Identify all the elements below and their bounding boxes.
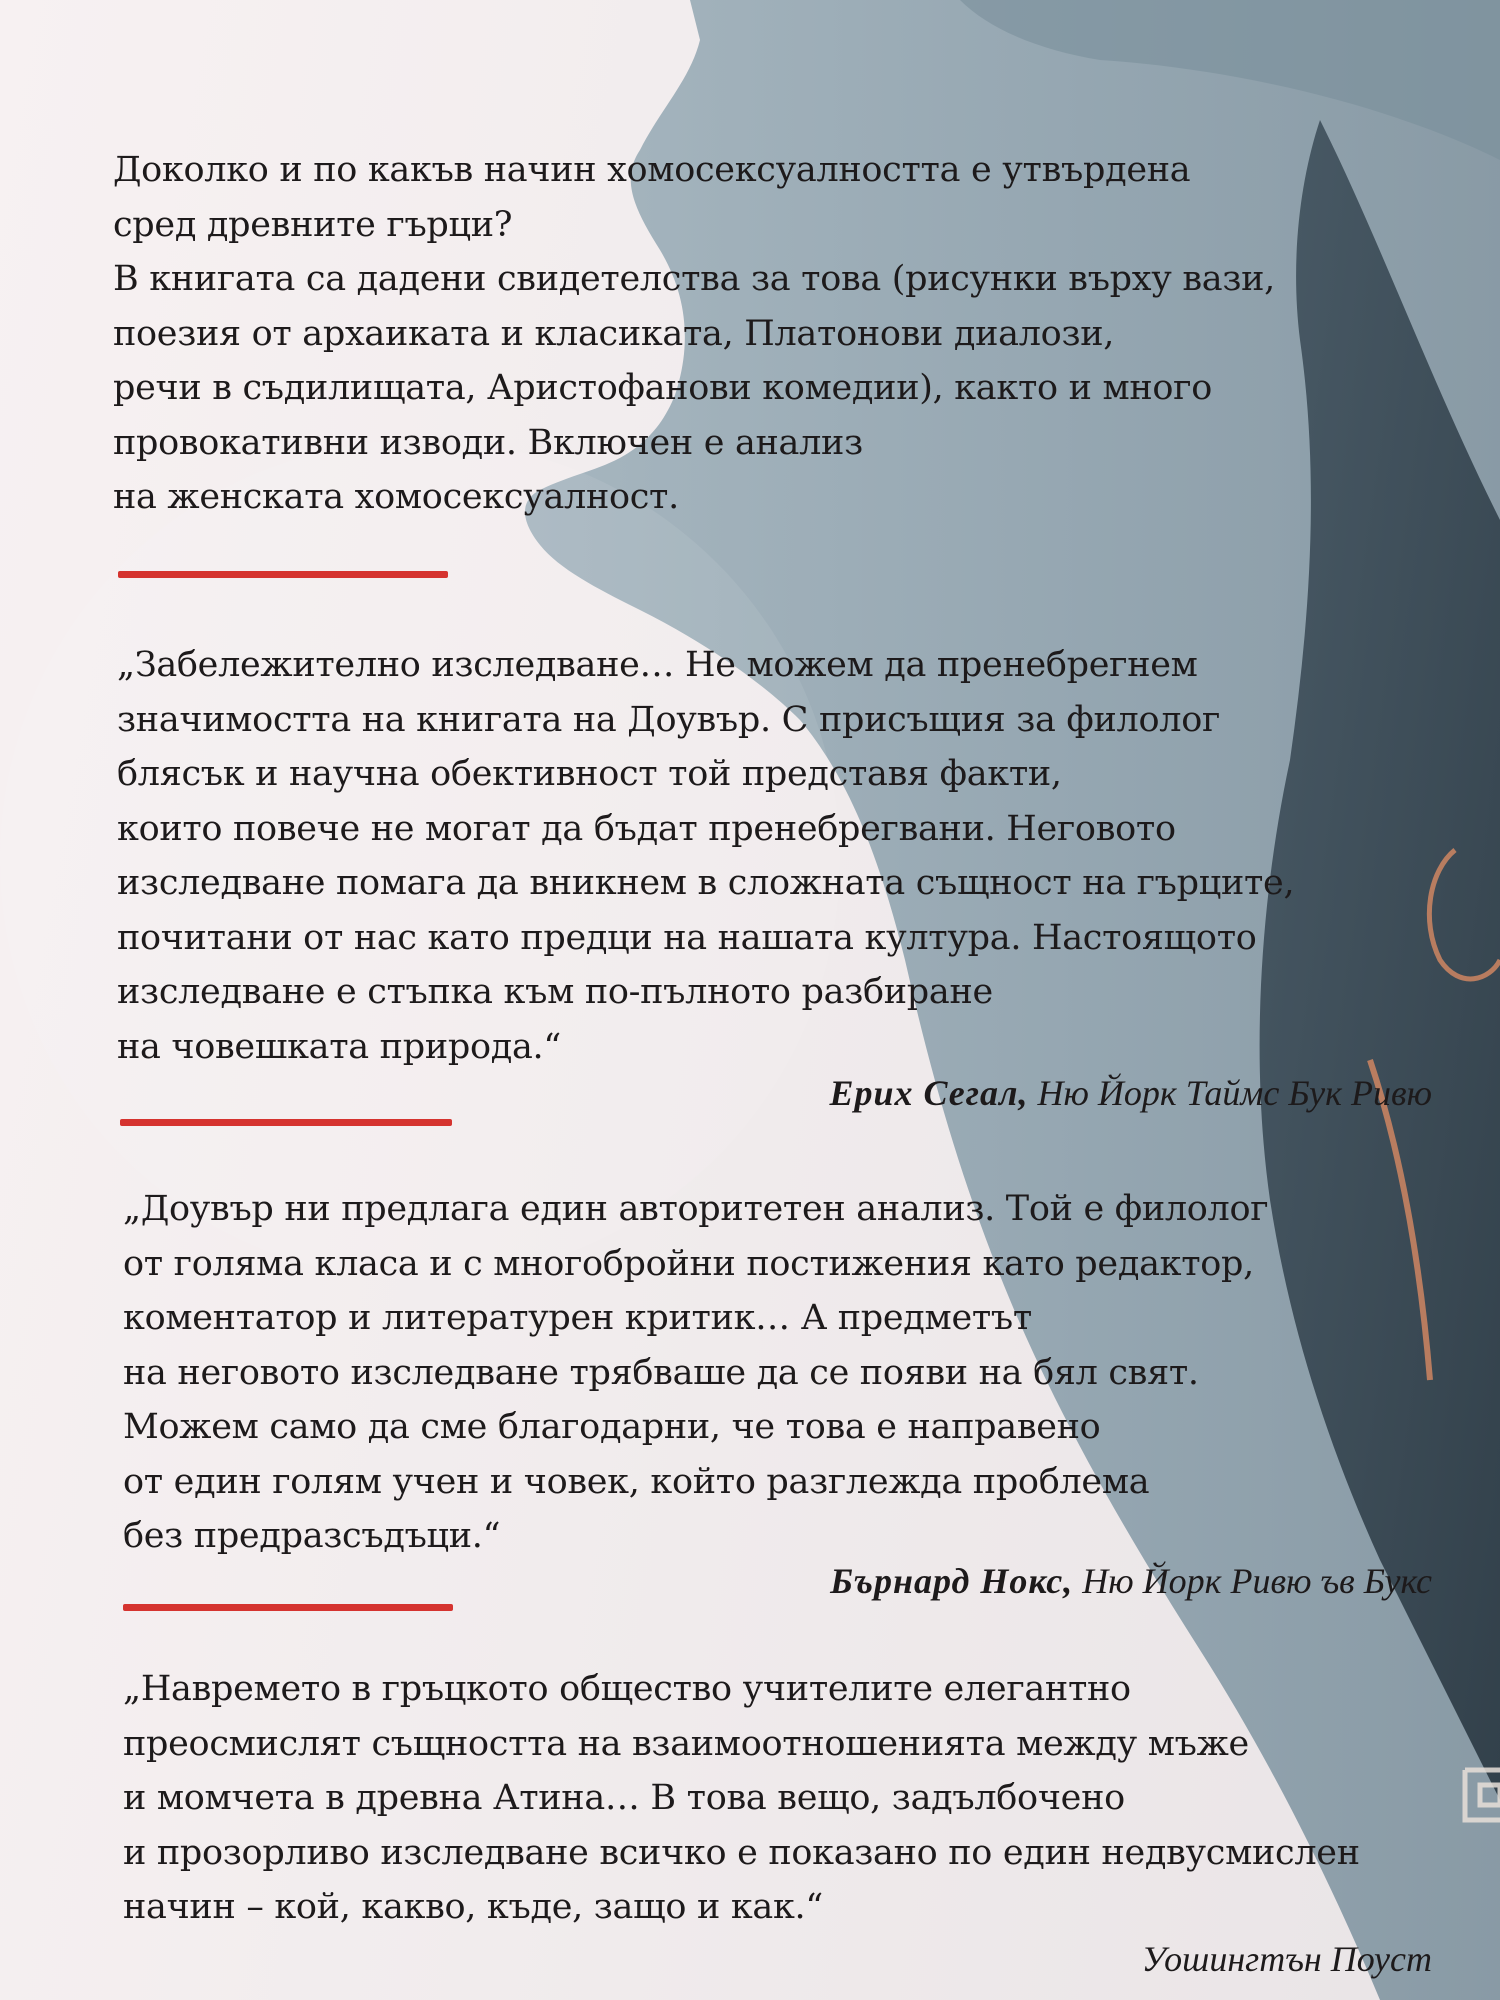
text-line: сред древните гърци? — [113, 204, 513, 245]
text-line: и момчета в древна Атина… В това вещо, задълбочено — [123, 1778, 1125, 1818]
text-line: значимостта на книгата на Доувър. С присъщия за филолог — [117, 699, 1221, 740]
publication-name: Ню Йорк Ривю ъв Букс — [1082, 1561, 1432, 1601]
text-line: В книгата са дадени свидетелства за това (рисунки върху вази, — [113, 259, 1275, 299]
red-divider — [120, 1119, 452, 1126]
publication-name: Уошингтън Поуст — [1141, 1939, 1432, 1979]
quote-washington-post — [123, 1662, 1360, 1935]
text-line: коментатор и литературен критик… А предметът — [123, 1298, 1032, 1338]
text-line: на неговото изследване трябваше да се появи на бял свят. — [123, 1352, 1199, 1393]
text-line: изследване помага да вникнем в сложната същност на гърците, — [117, 863, 1295, 903]
text-line: и прозорливо изследване всичко е показано по един недвусмислен — [123, 1832, 1360, 1873]
text-line: провокативни изводи. Включен е анализ — [113, 422, 863, 463]
text-line: на човешката природа.“ — [117, 1026, 561, 1067]
text-line: от един голям учен и човек, който разглежда проблема — [123, 1461, 1150, 1502]
text-line: „Доувър ни предлага един авторитетен анализ. Той е филолог — [123, 1189, 1269, 1229]
author-name: Бърнард Нокс, — [830, 1561, 1074, 1601]
text-line: преосмислят същността на взаимоотношенията между мъже — [123, 1723, 1249, 1764]
text-line: „Навремето в гръцкото общество учителите елегантно — [123, 1669, 1131, 1709]
text-line: начин – кой, какво, къде, защо и как.“ — [123, 1887, 823, 1927]
text-line: които повече не могат да бъдат пренебрегвани. Неговото — [117, 808, 1176, 849]
intro-paragraph — [113, 143, 1275, 525]
text-line: Можем само да сме благодарни, че това е направено — [123, 1407, 1101, 1447]
text-line: поезия от архаиката и класиката, Платонови диалози, — [113, 313, 1115, 354]
attribution-washington-post — [1142, 1938, 1432, 1980]
red-divider — [123, 1604, 453, 1611]
text-line: Доколко и по какъв начин хомосексуалността е утвърдена — [113, 150, 1191, 190]
quote-bernard-knox — [123, 1182, 1268, 1564]
text-line: на женската хомосексуалност. — [113, 477, 679, 517]
text-line: без предразсъдъци.“ — [123, 1516, 501, 1556]
text-line: почитани от нас като предци на нашата култура. Настоящото — [117, 917, 1257, 958]
attribution-bernard-knox — [830, 1560, 1432, 1602]
text-line: от голяма класа и с многобройни постижения като редактор, — [123, 1243, 1254, 1284]
text-line: блясък и научна обективност той представя факти, — [117, 754, 1062, 794]
author-name: Ерих Сегал, — [829, 1073, 1029, 1113]
text-line: речи в съдилищата, Аристофанови комедии), както и много — [113, 368, 1212, 408]
text-line: „Забележително изследване… Не можем да пренебрегнем — [117, 645, 1198, 685]
text-line: изследване е стъпка към по-пълното разбиране — [117, 972, 993, 1012]
red-divider — [118, 571, 448, 578]
attribution-erich-segal — [829, 1072, 1432, 1114]
quote-erich-segal — [117, 638, 1294, 1074]
publication-name: Ню Йорк Таймс Бук Ривю — [1037, 1073, 1432, 1113]
